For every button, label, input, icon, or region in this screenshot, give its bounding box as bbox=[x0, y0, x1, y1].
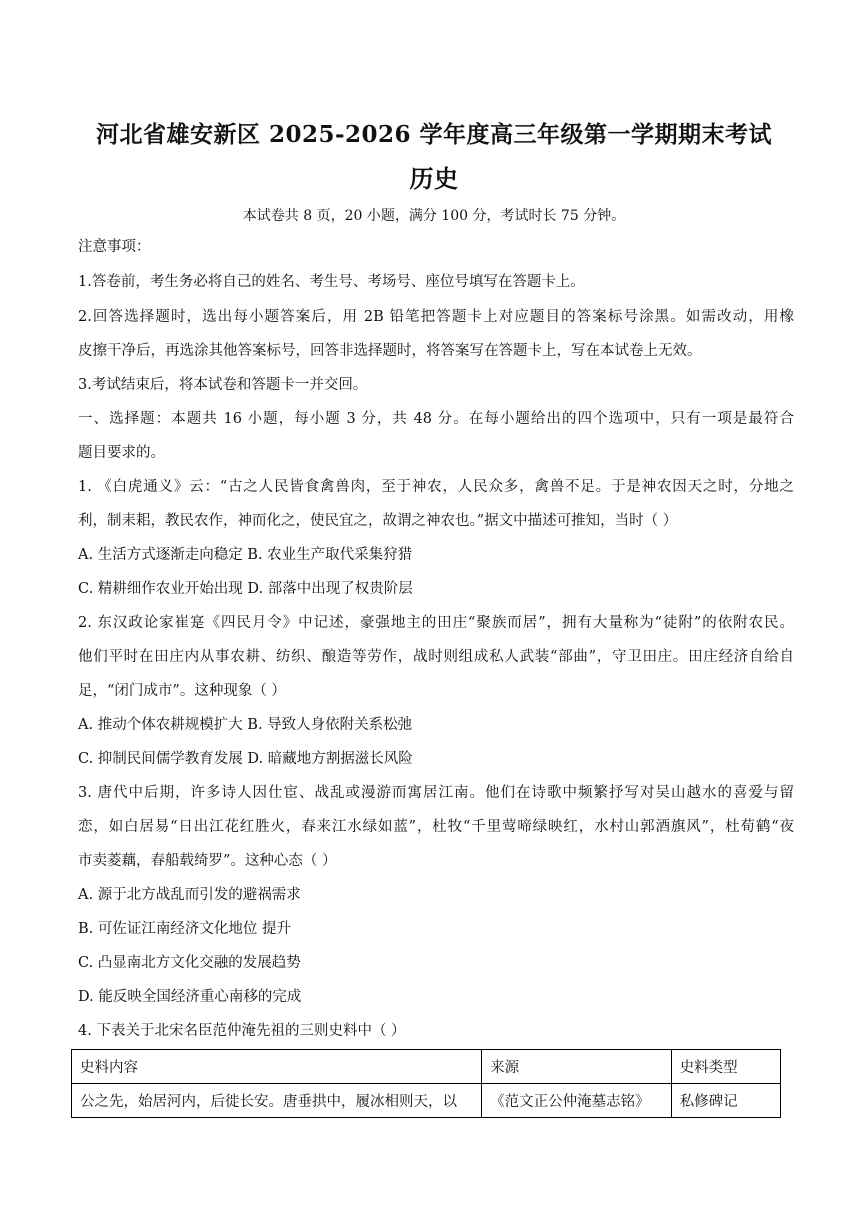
question-1-options-cd: C. 精耕细作农业开始出现 D. 部落中出现了权贵阶层 bbox=[78, 581, 413, 597]
table-header-content: 史料内容 bbox=[72, 1050, 482, 1084]
question-1-line-2: 利，制耒耜，教民农作，神而化之，使民宜之，故谓之神农也。”据文中描述可推知，当时（ ） bbox=[78, 513, 678, 529]
table-cell-source: 《范文正公仲淹墓志铭》 bbox=[482, 1084, 672, 1118]
question-2-options-cd: C. 抑制民间儒学教育发展 D. 暗藏地方割据滋长风险 bbox=[78, 751, 413, 767]
question-3-option-b: B. 可佐证江南经济文化地位 提升 bbox=[78, 921, 291, 937]
table-cell-type: 私修碑记 bbox=[671, 1084, 780, 1118]
exam-info: 本试卷共 8 页，20 小题，满分 100 分，考试时长 75 分钟。 bbox=[242, 208, 626, 224]
question-2-options-ab: A. 推动个体农耕规模扩大 B. 导致人身依附关系松弛 bbox=[78, 717, 413, 733]
subject-title: 历史 bbox=[409, 164, 459, 193]
question-4-stem: 4. 下表关于北宋名臣范仲淹先祖的三则史料中（ ） bbox=[78, 1023, 406, 1039]
question-1-options-ab: A. 生活方式逐渐走向稳定 B. 农业生产取代采集狩猎 bbox=[78, 547, 413, 563]
question-2-line-1: 2. 东汉政论家崔寔《四民月令》中记述，豪强地主的田庄“聚族而居”，拥有大量称为“徒附”的依附农民。 bbox=[78, 615, 794, 631]
question-1-line-1: 1. 《白虎通义》云：“古之人民皆食禽兽肉，至于神农，人民众多，禽兽不足。于是神农因天之时，分地之 bbox=[78, 479, 794, 495]
question-3-option-c: C. 凸显南北方文化交融的发展趋势 bbox=[78, 955, 301, 971]
exam-title: 河北省雄安新区 2025-2026 学年度高三年级第一学期期末考试 bbox=[95, 121, 773, 148]
notice-heading: 注意事项： bbox=[78, 239, 151, 255]
notice-item-2-line-2: 皮擦干净后，再选涂其他答案标号，回答非选择题时，将答案写在答题卡上，写在本试卷上无效。 bbox=[78, 343, 702, 359]
notice-item-3: 3.考试结束后，将本试卷和答题卡一并交回。 bbox=[78, 377, 368, 393]
notice-item-1: 1.答卷前，考生务必将自己的姓名、考生号、考场号、座位号填写在答题卡上。 bbox=[78, 274, 585, 290]
source-table bbox=[71, 1049, 781, 1118]
question-2-line-3: 足，“闭门成市”。这种现象（ ） bbox=[78, 683, 286, 699]
question-3-line-2: 恋，如白居易“日出江花红胜火，春来江水绿如蓝”，杜牧“千里莺啼绿映红，水村山郭酒旗风”，杜荀鹤“夜 bbox=[78, 819, 794, 835]
table-row bbox=[72, 1084, 781, 1118]
table-header-type: 史料类型 bbox=[671, 1050, 780, 1084]
question-3-option-a: A. 源于北方战乱而引发的避祸需求 bbox=[78, 887, 301, 903]
question-3-option-d: D. 能反映全国经济重心南移的完成 bbox=[78, 989, 302, 1005]
question-2-line-2: 他们平时在田庄内从事农耕、纺织、酿造等劳作，战时则组成私人武装“部曲”，守卫田庄。田庄经济自给自 bbox=[78, 649, 794, 665]
table-header-row bbox=[72, 1050, 781, 1084]
section-instructions-line-2: 题目要求的。 bbox=[78, 445, 165, 461]
question-3-line-3: 市卖菱藕，春船载绮罗”。这种心态（ ） bbox=[78, 853, 337, 869]
notice-item-2-line-1: 2.回答选择题时，选出每小题答案后，用 2B 铅笔把答题卡上对应题目的答案标号涂黑。如需改动，用橡 bbox=[78, 309, 794, 325]
table-header-source: 来源 bbox=[482, 1050, 672, 1084]
section-instructions-line-1: 一、选择题：本题共 16 小题，每小题 3 分，共 48 分。在每小题给出的四个选项中，只有一项是最符合 bbox=[78, 411, 794, 427]
question-3-line-1: 3. 唐代中后期，许多诗人因仕宦、战乱或漫游而寓居江南。他们在诗歌中频繁抒写对吴山越水的喜爱与留 bbox=[78, 785, 794, 801]
table-cell-content: 公之先，始居河内，后徙长安。唐垂拱中，履冰相则天，以 bbox=[72, 1084, 482, 1118]
